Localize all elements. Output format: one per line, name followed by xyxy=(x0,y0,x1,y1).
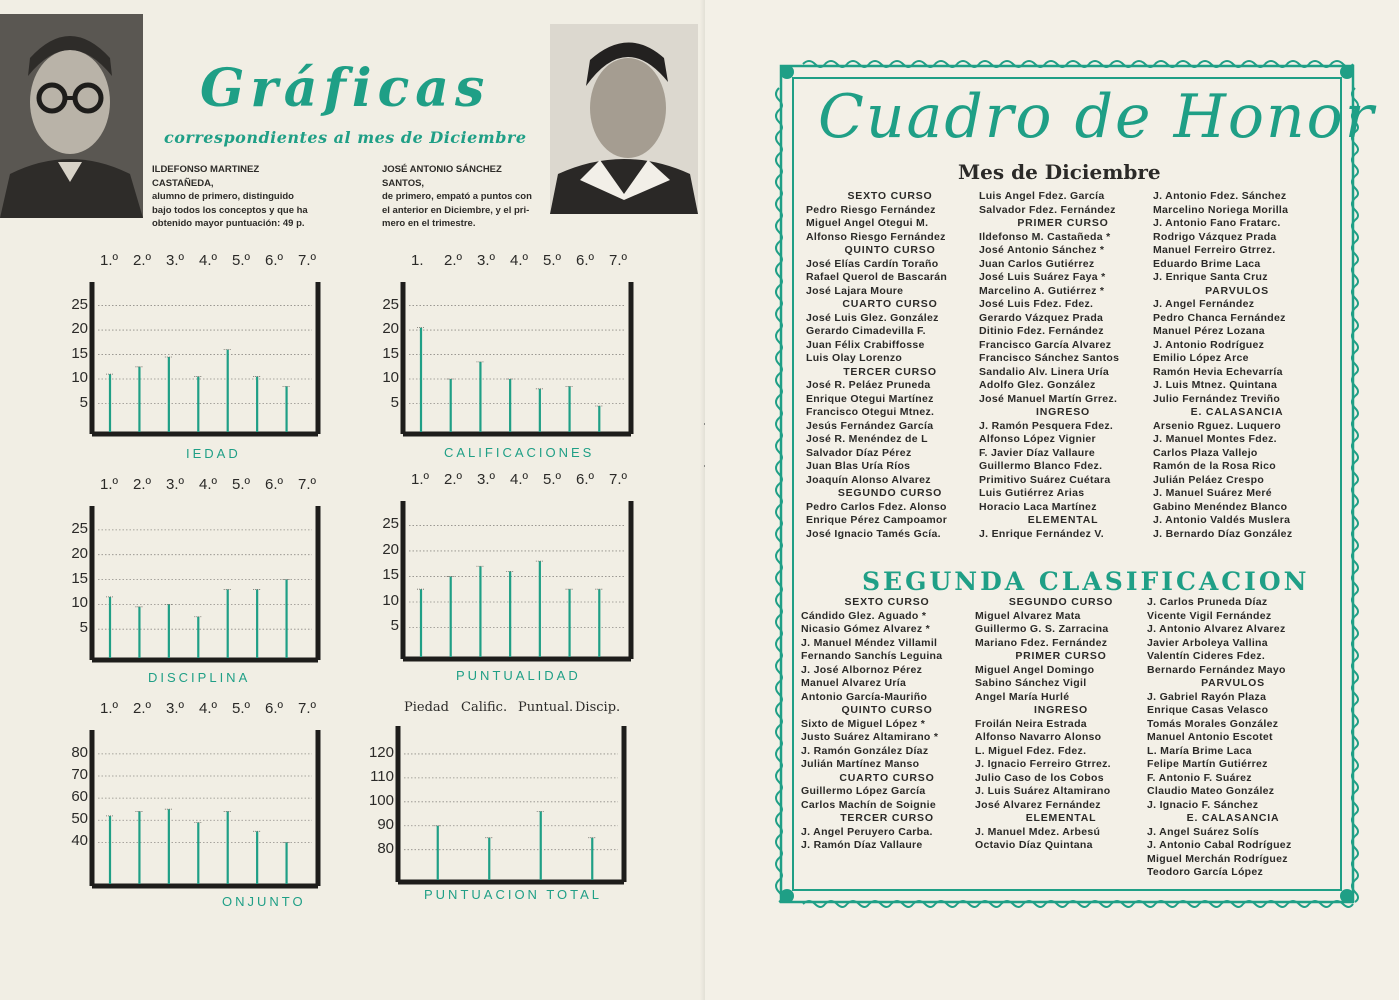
student-name: José Antonio Sánchez * xyxy=(979,244,1105,256)
column-label: 1.º xyxy=(411,471,429,488)
student-name: F. Antonio F. Suárez xyxy=(1147,771,1252,784)
student-name: Felipe Martín Gutiérrez xyxy=(1147,758,1268,770)
student-name: J. Angel Suárez Solís xyxy=(1147,825,1260,838)
student-name: Arsenio Rguez. Luquero xyxy=(1153,419,1281,432)
student-name: Guillermo G. S. Zarracina xyxy=(975,623,1109,635)
student-name: Justo Suárez Altamirano * xyxy=(801,731,939,743)
course-heading: PARVULOS xyxy=(1205,284,1269,297)
course-heading: SEXTO CURSO xyxy=(847,190,933,202)
course-heading: INGRESO xyxy=(1035,406,1091,418)
chart-title: CALIFICACIONES xyxy=(444,445,595,460)
column-label: 4.º xyxy=(199,252,217,269)
y-tick-label: 50 xyxy=(71,810,88,828)
student-name: Primitivo Suárez Cuétara xyxy=(979,473,1111,486)
student-name: Ditinio Fdez. Fernández xyxy=(979,325,1104,337)
student-name: Julián Martínez Manso xyxy=(801,758,920,770)
column-label: 7.º xyxy=(298,476,316,493)
student-name: Luis Olay Lorenzo xyxy=(806,352,903,364)
student-name: Marcelino Noriega Morilla xyxy=(1153,203,1289,216)
student-name: J. Ramón González Díaz xyxy=(801,744,929,757)
chart-6 xyxy=(398,726,624,882)
chart-5 xyxy=(92,730,318,886)
student-name: J. Bernardo Díaz González xyxy=(1153,527,1293,540)
column-label: 7.º xyxy=(609,471,627,488)
column-label: 2.º xyxy=(133,476,151,493)
student-photo-right xyxy=(550,24,698,214)
chart-title: PUNTUALIDAD xyxy=(456,668,581,683)
student-name: L. María Brime Laca xyxy=(1147,744,1252,757)
student-name: Alfonso López Vignier xyxy=(979,433,1096,445)
student-name: Manuel Ferreiro Gtrrez. xyxy=(1153,244,1276,256)
honor-subtitle: Mes de Diciembre xyxy=(958,160,1161,184)
student-name: Ramón de la Rosa Rico xyxy=(1153,460,1276,472)
student-name: J. Ignacio Ferreiro Gtrrez. xyxy=(975,758,1111,770)
student-name: Luis Angel Fdez. García xyxy=(979,190,1105,202)
first-columns-2 xyxy=(979,190,1147,541)
page-subtitle: correspondientes al mes de Diciembre xyxy=(164,128,527,147)
second-columns-1 xyxy=(801,596,973,853)
y-tick-label: 10 xyxy=(382,591,399,609)
student-name: Gerardo Vázquez Prada xyxy=(979,311,1104,324)
course-heading: ELEMENTAL xyxy=(1027,514,1099,526)
student-name: Pedro Riesgo Fernández xyxy=(806,203,936,216)
chart-3 xyxy=(92,506,318,660)
column-label: 5.º xyxy=(543,252,561,269)
column-label: 1.º xyxy=(100,476,118,493)
student-name: Carlos Machín de Soignie xyxy=(801,798,936,811)
student-name: José R. Menéndez de L xyxy=(806,433,928,445)
student-name: J. Ramón Pesquera Fdez. xyxy=(979,419,1114,432)
y-tick-label: 5 xyxy=(79,393,88,411)
y-tick-label: 20 xyxy=(71,544,88,562)
chart-title: DISCIPLINA xyxy=(148,670,251,685)
course-heading: SEGUNDO CURSO xyxy=(1008,596,1114,608)
chart-plot xyxy=(403,282,631,434)
student-name: J. José Albornoz Pérez xyxy=(801,663,923,676)
student-name: J. Manuel Méndez Villamil xyxy=(801,636,938,649)
course-heading: ELEMENTAL xyxy=(1025,812,1097,824)
student-name: Francisco Otegui Mtnez. xyxy=(806,406,935,418)
student-name: Miguel Merchán Rodríguez xyxy=(1147,852,1288,865)
student-name: J. Gabriel Rayón Plaza xyxy=(1147,690,1267,703)
student-name: Marcelino A. Gutiérrez * xyxy=(979,284,1105,297)
student-name: Luis Gutiérrez Arias xyxy=(979,487,1085,499)
course-heading: SEXTO CURSO xyxy=(844,596,930,608)
course-heading: E. CALASANCIA xyxy=(1186,812,1280,824)
chart-plot xyxy=(92,282,318,434)
student-name: L. Miguel Fdez. Fdez. xyxy=(975,744,1087,757)
student-name: J. Antonio Alvarez Alvarez xyxy=(1147,623,1286,635)
course-heading: PARVULOS xyxy=(1201,677,1265,689)
page-title: Gráficas xyxy=(200,58,491,119)
student-name: J. Enrique Fernández V. xyxy=(979,527,1104,540)
column-label: 3.º xyxy=(477,471,495,488)
student-name: J. Carlos Pruneda Díaz xyxy=(1147,596,1268,608)
student-name: Joaquín Alonso Alvarez xyxy=(806,473,931,486)
student-name: J. Ramón Díaz Vallaure xyxy=(801,839,923,851)
student-name: Sixto de Miguel López * xyxy=(801,717,926,730)
column-label: 5.º xyxy=(232,476,250,493)
y-tick-label: 25 xyxy=(382,295,399,313)
student-name: Julio Fernández Treviño xyxy=(1153,392,1281,405)
student-name: Pedro Carlos Fdez. Alonso xyxy=(806,500,947,513)
column-label: 4.º xyxy=(510,252,528,269)
column-label: 6.º xyxy=(265,252,283,269)
course-heading: PRIMER CURSO xyxy=(1015,650,1107,662)
student-name: J. Ignacio F. Sánchez xyxy=(1147,798,1259,811)
student-name: Nicasio Gómez Alvarez * xyxy=(801,623,931,635)
y-tick-label: 20 xyxy=(71,320,88,338)
y-tick-label: 60 xyxy=(71,788,88,806)
y-tick-label: 25 xyxy=(71,295,88,313)
student-name: J. Luis Suárez Altamirano xyxy=(975,785,1111,797)
column-label: 6.º xyxy=(576,471,594,488)
course-heading: CUARTO CURSO xyxy=(842,298,938,310)
student-name: Jesús Fernández García xyxy=(806,419,934,432)
student-name: Miguel Angel Otegui M. xyxy=(806,217,929,229)
column-label: Puntual. xyxy=(518,700,574,715)
student-name: Pedro Chanca Fernández xyxy=(1153,311,1286,324)
second-columns-2 xyxy=(975,596,1147,853)
column-label: 3.º xyxy=(166,700,184,717)
student-name: José Alvarez Fernández xyxy=(975,798,1101,811)
student-name: Salvador Fdez. Fernández xyxy=(979,203,1116,216)
column-label: 5.º xyxy=(232,700,250,717)
second-columns-3 xyxy=(1147,596,1319,880)
column-label: 2.º xyxy=(133,252,151,269)
student-name: Valentín Cideres Fdez. xyxy=(1147,650,1266,662)
student-name: Miguel Alvarez Mata xyxy=(975,609,1081,622)
column-label: 7.º xyxy=(298,700,316,717)
student-name: Ildefonso M. Castañeda * xyxy=(979,230,1111,243)
student-name: José Ignacio Tamés Gcía. xyxy=(806,527,941,540)
student-name: Miguel Angel Domingo xyxy=(975,663,1095,676)
student-name: J. Antonio Rodríguez xyxy=(1153,338,1265,351)
first-columns-1 xyxy=(806,190,974,541)
course-heading: TERCER CURSO xyxy=(843,365,937,378)
column-label: 3.º xyxy=(166,476,184,493)
caption-right: JOSÉ ANTONIO SÁNCHEZ SANTOS, de primero, empató a puntos con el anterior en Diciembre, y el pri- mero en el trimestre. xyxy=(382,164,532,229)
student-name: F. Javier Díaz Vallaure xyxy=(979,446,1096,459)
chart-title: IEDAD xyxy=(186,446,241,461)
column-label: 1. xyxy=(411,252,424,269)
y-tick-label: 10 xyxy=(382,369,399,387)
student-name: Juan Félix Crabiffosse xyxy=(806,338,925,351)
course-heading: QUINTO CURSO xyxy=(844,244,936,256)
column-label: 1.º xyxy=(100,252,118,269)
column-label: 4.º xyxy=(199,700,217,717)
chart-plot xyxy=(92,730,318,886)
y-tick-label: 15 xyxy=(71,569,88,587)
student-name: Teodoro García López xyxy=(1147,866,1264,878)
student-name: José Manuel Martín Grrez. xyxy=(979,392,1118,405)
student-name: Sandalio Alv. Linera Uría xyxy=(979,365,1110,378)
column-label: 3.º xyxy=(477,252,495,269)
student-name: Julián Peláez Crespo xyxy=(1153,473,1265,486)
y-tick-label: 5 xyxy=(390,617,399,635)
course-heading: TERCER CURSO xyxy=(840,812,934,824)
student-name: Antonio García-Mauriño xyxy=(801,690,928,703)
student-name: Francisco Sánchez Santos xyxy=(979,352,1120,364)
student-name: Octavio Díaz Quintana xyxy=(975,839,1093,851)
student-name: Emilio López Arce xyxy=(1153,352,1249,364)
student-name: Adolfo Glez. González xyxy=(979,379,1096,391)
course-heading: INGRESO xyxy=(1033,704,1089,716)
chart-plot xyxy=(403,501,631,659)
y-tick-label: 70 xyxy=(71,766,88,784)
chart-plot xyxy=(398,726,624,882)
caption-left: ILDEFONSO MARTINEZ CASTAÑEDA, alumno de primero, distinguido bajo todos los conceptos y que ha obtenido mayor puntuación: 49 p. xyxy=(152,164,308,229)
y-tick-label: 20 xyxy=(382,540,399,558)
student-name: Rafael Querol de Bascarán xyxy=(806,271,948,283)
y-tick-label: 100 xyxy=(368,791,394,809)
column-label: 5.º xyxy=(232,252,250,269)
course-heading: SEGUNDO CURSO xyxy=(837,487,943,499)
student-name: Claudio Mateo González xyxy=(1147,785,1275,797)
student-name: Guillermo Blanco Fdez. xyxy=(979,460,1103,472)
student-name: Gabino Menéndez Blanco xyxy=(1153,500,1288,513)
student-name: Eduardo Brime Laca xyxy=(1153,257,1261,270)
student-name: Sabino Sánchez Vigil xyxy=(975,677,1087,689)
column-label: 6.º xyxy=(576,252,594,269)
student-name: J. Luis Mtnez. Quintana xyxy=(1153,379,1278,391)
y-tick-label: 20 xyxy=(382,320,399,338)
second-classification-title: SEGUNDA CLASIFICACION xyxy=(862,567,1310,596)
y-tick-label: 15 xyxy=(382,566,399,584)
y-tick-label: 25 xyxy=(71,519,88,537)
column-label: 4.º xyxy=(199,476,217,493)
column-label: 3.º xyxy=(166,252,184,269)
y-tick-label: 80 xyxy=(71,743,88,761)
student-name: José Luis Suárez Faya * xyxy=(979,271,1106,283)
student-name: Manuel Antonio Escotet xyxy=(1147,731,1273,743)
chart-1 xyxy=(92,282,318,434)
course-heading: PRIMER CURSO xyxy=(1017,217,1109,229)
student-name: José Elías Cardín Toraño xyxy=(806,257,939,270)
column-label: 1.º xyxy=(100,700,118,717)
course-heading: E. CALASANCIA xyxy=(1190,406,1284,418)
student-name: Manuel Pérez Lozana xyxy=(1153,325,1265,337)
student-name: Tomás Morales González xyxy=(1147,717,1279,730)
chart-title: ONJUNTO xyxy=(222,894,306,909)
y-tick-label: 15 xyxy=(71,344,88,362)
student-name: Angel María Hurlé xyxy=(975,690,1070,703)
student-name: J. Angel Fernández xyxy=(1153,298,1255,310)
student-name: José Lajara Moure xyxy=(806,284,904,297)
column-label: 2.º xyxy=(444,471,462,488)
y-tick-label: 80 xyxy=(377,839,394,857)
student-name: Enrique Pérez Campoamor xyxy=(806,514,948,526)
student-name: Guillermo López García xyxy=(801,785,926,797)
student-name: Fernando Sanchís Leguina xyxy=(801,650,943,662)
honor-title: Cuadro de Honor xyxy=(818,82,1376,152)
student-name: Juan Carlos Gutiérrez xyxy=(979,257,1095,270)
student-name: Javier Arboleya Vallina xyxy=(1147,636,1268,649)
student-name: Bernardo Fernández Mayo xyxy=(1147,663,1286,676)
student-name: Francisco García Alvarez xyxy=(979,338,1112,351)
chart-4 xyxy=(403,501,631,659)
student-name: Ramón Hevia Echevarría xyxy=(1153,365,1283,378)
student-name: J. Antonio Fano Fratarc. xyxy=(1153,217,1281,229)
student-name: Mariano Fdez. Fernández xyxy=(975,636,1108,649)
student-name: Manuel Alvarez Uría xyxy=(801,677,907,689)
y-tick-label: 90 xyxy=(377,815,394,833)
student-name: Froilán Neira Estrada xyxy=(975,717,1087,730)
chart-2 xyxy=(403,282,631,434)
course-heading: QUINTO CURSO xyxy=(841,704,933,716)
student-name: Julio Caso de los Cobos xyxy=(975,771,1104,784)
student-name: Horacio Laca Martínez xyxy=(979,500,1097,513)
student-name: Alfonso Navarro Alonso xyxy=(975,731,1102,743)
student-name: Rodrigo Vázquez Prada xyxy=(1153,230,1277,243)
column-label: Discip. xyxy=(575,700,621,715)
column-label: 6.º xyxy=(265,700,283,717)
student-name: Salvador Díaz Pérez xyxy=(806,446,912,459)
y-tick-label: 15 xyxy=(382,344,399,362)
student-name: J. Antonio Cabal Rodríguez xyxy=(1147,839,1292,851)
student-name: Juan Blas Uría Ríos xyxy=(806,460,911,472)
student-photo-left xyxy=(0,14,143,218)
column-label: 2.º xyxy=(444,252,462,269)
y-tick-label: 25 xyxy=(382,515,399,533)
column-label: 7.º xyxy=(609,252,627,269)
student-name: Carlos Plaza Vallejo xyxy=(1153,446,1258,459)
column-label: 7.º xyxy=(298,252,316,269)
column-label: Piedad xyxy=(404,700,449,715)
student-name: Cándido Glez. Aguado * xyxy=(801,609,927,622)
student-name: Gerardo Cimadevilla F. xyxy=(806,325,926,337)
y-tick-label: 120 xyxy=(368,743,394,761)
student-name: Alfonso Riesgo Fernández xyxy=(806,230,946,243)
y-tick-label: 5 xyxy=(79,619,88,637)
first-columns-3 xyxy=(1153,190,1321,541)
student-name: J. Antonio Fdez. Sánchez xyxy=(1153,190,1287,202)
student-name: J. Manuel Montes Fdez. xyxy=(1153,433,1277,445)
column-label: 2.º xyxy=(133,700,151,717)
student-name: J. Manuel Mdez. Arbesú xyxy=(975,825,1101,838)
column-label: 6.º xyxy=(265,476,283,493)
y-tick-label: 40 xyxy=(71,832,88,850)
y-tick-label: 5 xyxy=(390,393,399,411)
student-name: J. Angel Peruyero Carba. xyxy=(801,825,933,838)
student-name: Vicente Vigil Fernández xyxy=(1147,609,1272,622)
student-name: J. Antonio Valdés Muslera xyxy=(1153,514,1291,526)
student-name: José R. Peláez Pruneda xyxy=(806,379,931,391)
student-name: J. Manuel Suárez Meré xyxy=(1153,487,1272,499)
student-name: Enrique Otegui Martínez xyxy=(806,392,934,405)
student-name: José Luis Glez. González xyxy=(806,311,939,324)
student-name: Enrique Casas Velasco xyxy=(1147,704,1269,716)
chart-plot xyxy=(92,506,318,660)
student-name: José Luis Fdez. Fdez. xyxy=(979,298,1094,310)
chart-title: PUNTUACION TOTAL xyxy=(424,887,603,902)
column-label: 5.º xyxy=(543,471,561,488)
column-label: Calific. xyxy=(461,700,508,715)
y-tick-label: 10 xyxy=(71,594,88,612)
y-tick-label: 10 xyxy=(71,369,88,387)
y-tick-label: 110 xyxy=(370,767,394,785)
student-name: J. Enrique Santa Cruz xyxy=(1153,271,1268,283)
column-label: 4.º xyxy=(510,471,528,488)
course-heading: CUARTO CURSO xyxy=(839,771,935,784)
